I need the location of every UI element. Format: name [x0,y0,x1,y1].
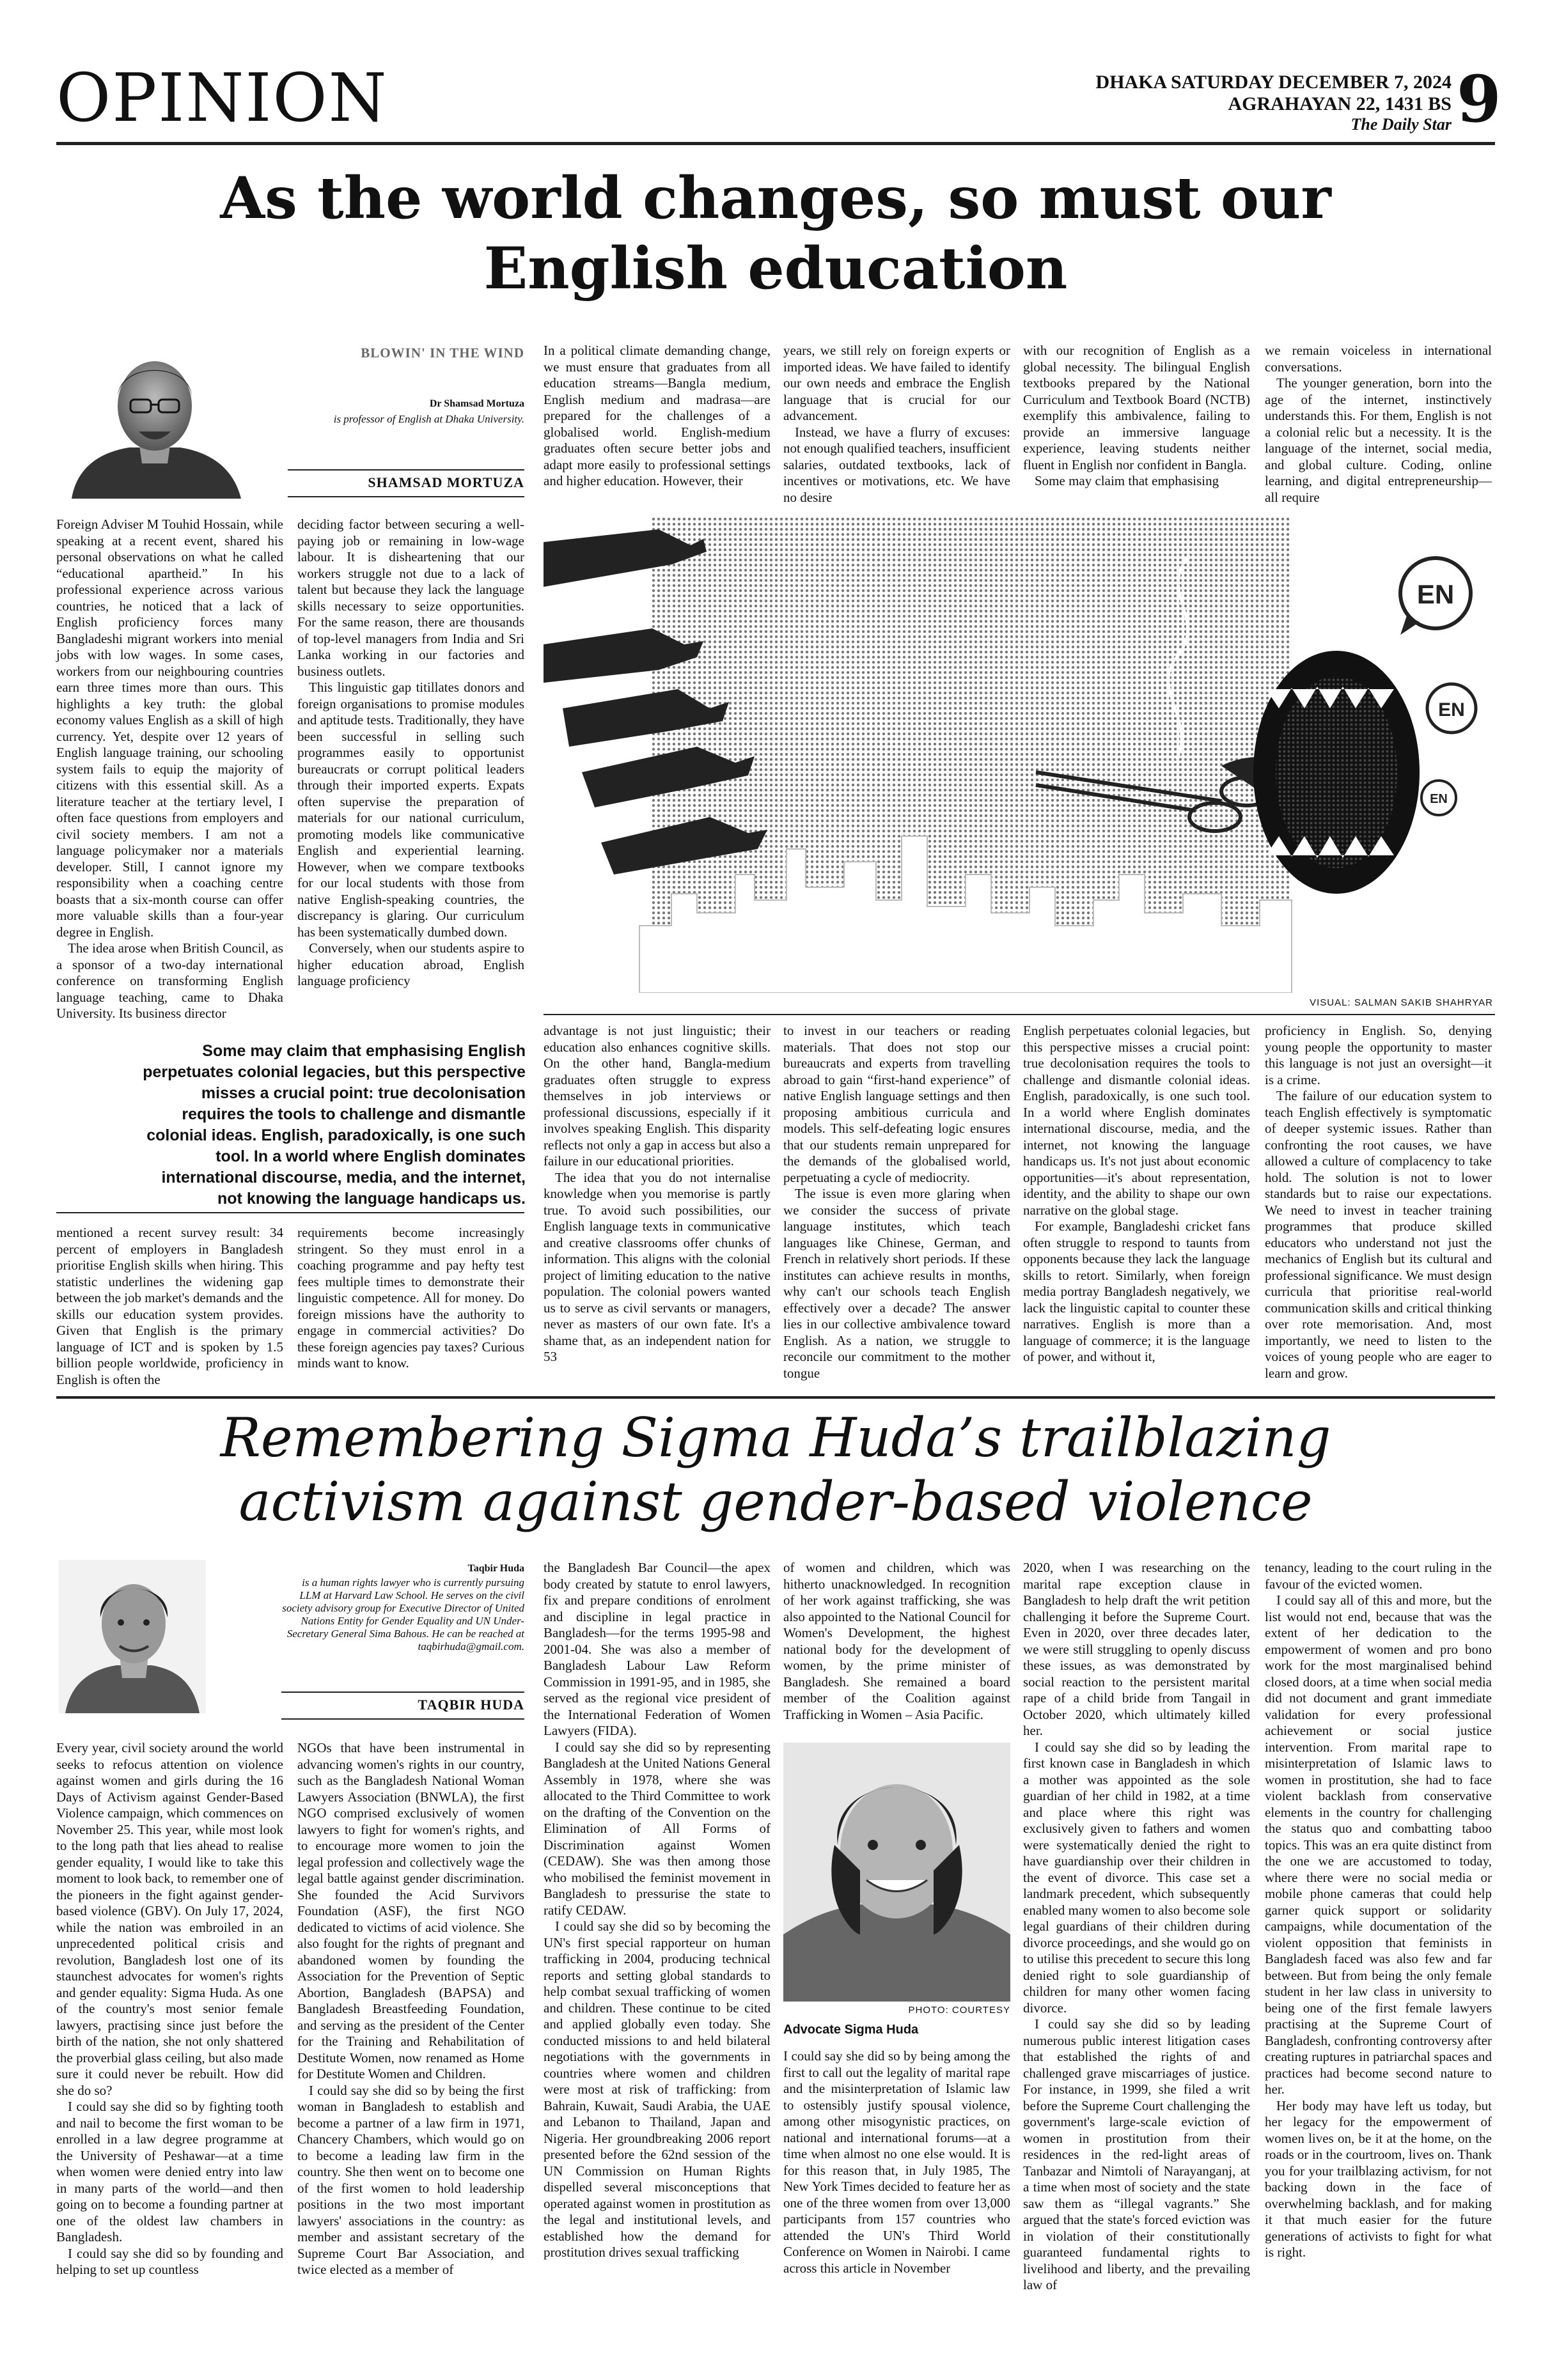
paragraph: I could say she did so by fighting tooth and nail to become the first woman to be enrolled in a law degree programme at the University of Peshawar—at a time when women were denied entry into law in many parts of the world—and then going on to become a founding partner at one of the oldest law chambers in Bangladesh. [56,2099,283,2244]
article2-col5 [1023,1560,1250,2294]
photo-caption: Advocate Sigma Huda [783,2023,919,2037]
paragraph: 2020, when I was researching on the marital rape exception clause in Bangladesh to help draft the writ petition challenging it before the Supreme Court. Even in 2020, over three decades later, we were still struggling to openly discuss these issues, as was demonstrated by social reaction to the persistent marital rape of a child bride from Tangail in October 2020, which ultimately killed her. [1023,1560,1250,1738]
paragraph: the Bangladesh Bar Council—the apex body created by statute to enrol lawyers, fix and prepare conditions of enrolment and discipline in legal practice in Bangladesh—for the terms 1995-98 and 2001-04. She was also a member of Bangladesh Labour Law Reform Commission in 1991-95, and in 1985, she served as the regional vice president of the International Federation of Women Lawyers (FIDA). [544,1560,771,1738]
article2-col3 [544,1560,771,2261]
paragraph: I could say she did so by leading numerous public interest litigation cases that established the rights of and challenged grave miscarriages of justice. For instance, in 1999, she filed a writ before the Supreme Court challenging the government's large-scale eviction of women in prostitution from their residences in the red-light areas of Tanbazar and Nimtoli of Narayanganj, at a time when most of society and the state saw them as “illegal vagrants.” She argued that the state's forced eviction was in violation of their constitutionally guaranteed fundamental rights to livelihood and liberty, and the prevailing law of [1023,2016,1250,2292]
article1-col2 [297,517,524,990]
article1-bottom-col1 [56,1225,283,1388]
paragraph: I could say she did so by being among the first to call out the legality of marital rape and the misinterpretation of Islamic law to ostensibly justify spousal violence, among other misogynistic practices, on national and international forums—at a time when almost no one else would. It is for this reason that, in July 1985, The New York Times decided to feature her as one of the three women from over 13,000 participants from 157 countries who attended the UN's Third World Conference on Women in Nairobi. I came across this article in November [783,2048,1010,2276]
article2-col4-bottom [783,2048,1010,2276]
paragraph: NGOs that have been instrumental in advancing women's rights in our country, such as the Bangladesh National Woman Lawyers Association (BNWLA), the first NGO comprised exclusively of women lawyers to fight for women's rights, and to encourage more women to join the legal profession and collectively wage the legal battle against gender discrimination. She founded the Acid Survivors Foundation (ASF), the first NGO dedicated to victims of acid violence. She also fought for the rights of pregnant and abandoned women by founding the Association for the Prevention of Septic Abortion, Bangladesh (BAPSA) and Bangladesh Breastfeeding Foundation, and serving as the president of the Center for the Training and Rehabilitation of Destitute Women, now renamed as Home for Destitute Women and Children. [297,1740,524,2081]
paragraph: tenancy, leading to the court ruling in the favour of the evicted women. [1265,1560,1492,1592]
bangla-date: AGRAHAYAN 22, 1431 BS [1228,93,1452,114]
paragraph: I could say she did so by becoming the UN's first special rapporteur on human trafficking in 2004, producing technical reports and setting global standards to help combat sexual trafficking of women and children. These continue to be cited and applied globally even today. She conducted missions to and held bilateral negotiations with the governments in countries where women and children were most at risk of trafficking: from Bahrain, Kuwait, Saudi Arabia, the UAE and Lebanon to Thailand, Japan and Nigeria. Her groundbreaking 2006 report presented before the 62nd session of the UN Commission on Human Rights dispelled several misconceptions that operated against women in prostitution as the legal and institutional levels, and established how the demand for prostitution drives sexual trafficking [544,1918,771,2260]
page-number: 9 [1457,61,1501,137]
en-label: EN [1430,792,1448,806]
article2-headline-line1: Remembering Sigma Huda’s trailblazing [220,1406,1331,1469]
article1-illustration [544,517,1495,993]
byline: SHAMSAD MORTUZA [368,474,524,490]
paragraph: deciding factor between securing a well-paying job or remaining in low-wage labour. It is disheartening that our workers struggle not due to a lack of talent but because they lack the language skills necessary to seize opportunities. For the same reason, there are thousands of top-level managers from India and Sri Lanka working in our factories and business outlets. [297,517,524,679]
paragraph: The idea arose when British Council, as a sponsor of a two-day international conference on transforming English language teaching, came to Dhaka University. Its business director [56,940,283,1021]
byline-rule-bottom [288,496,524,497]
byline-rule [288,469,524,471]
paragraph: with our recognition of English as a global necessity. The bilingual English textbooks prepared by the National Curriculum and Textbook Board (NCTB) exemplify this ambivalence, failing to provide an immersive language experience, leaving students neither fluent in English nor confident in Bangla. [1023,343,1250,472]
article1-bottom-col6 [1265,1023,1492,1381]
article2-col1 [56,1740,283,2278]
paragraph: For example, Bangladeshi cricket fans often struggle to respond to taunts from opponents because they lack the language skills to retort. Similarly, when foreign media portray Bangladesh negatively, we lack the linguistic capital to counter these narratives. English is more than a language of commerce; it is the language of power, and without it, [1023,1218,1250,1364]
dateline: DHAKA SATURDAY DECEMBER 7, 2024 [1095,72,1452,93]
paper-logo: The Daily Star [1350,115,1452,134]
en-label: EN [1416,579,1455,609]
article1-headline-line2: English education [483,235,1068,302]
article1-headline-line1: As the world changes, so must our [220,164,1331,232]
article1-col1 [56,517,283,1022]
author-bio: is professor of English at Dhaka University. [333,413,524,425]
pullquote: Some may claim that emphasising English perpetuates colonial legacies, but this perspective misses a crucial point: true decolonisation requires the tools to challenge and dismantle colonial ideas. English, paradoxically, is one such tool. In a world where English dominates international discourse, media, and the internet, not knowing the language handicaps us. [143,1042,526,1208]
masthead-rule [56,142,1495,145]
author-photo [59,1560,206,1713]
photo-credit: PHOTO: COURTESY [908,2005,1010,2016]
paragraph: advantage is not just linguistic; their education also enhances cognitive skills. On the other hand, Bangla-medium graduates often struggle to express themselves in job interviews or professional discussions, especially if it involves speaking English. This disparity reflects not only a gap in access but also a failure in our educational priorities. [544,1023,771,1169]
section-title: OPINION [56,59,388,137]
paragraph: Every year, civil society around the world seeks to refocus attention on violence against women and girls during the 16 Days of Activism against Gender-Based Violence campaign, which commences on November 25. This year, while most look to the long path that lies ahead to realise gender equality, I would like to take this moment to look back, to remember one of the pioneers in the fight against gender-based violence (GBV). On July 17, 2024, while the nation was embroiled in an unprecedented political crisis and revolution, Bangladesh lost one of its staunchest advocates for women's rights and gender equality: Sigma Huda. As one of the country's most senior female lawyers, practising since just before the birth of the nation, she not only shattered the proverbial glass ceiling, but also made sure it could never be rebuilt. How did she do so? [56,1740,283,2098]
author-photo [59,345,251,499]
paragraph: mentioned a recent survey result: 34 percent of employers in Bangladesh prioritise English skills when hiring. This statistic underlines the widening gap between the job market's demands and the skills our education system provides. Given that English is the primary language of ICT and is spoken by 1.5 billion people worldwide, proficiency in English is often the [56,1225,283,1387]
paragraph: Some may claim that emphasising [1035,473,1219,488]
paragraph: This linguistic gap titillates donors and foreign organisations to promise modules and aptitude tests. Traditionally, they have been successful in selling such programmes easily to opportunist bureaucrats or corrupt political leaders through their imported experts. Expats often supervise the preparation of materials for our national curriculum, promoting models like communicative English and experiential learning. However, when we compare textbooks for our local students with those from native English-speaking countries, the discrepancy is glaring. Our curriculum has been systematically dumbed down. [297,680,525,940]
paragraph: I could say she did so by leading the first known case in Bangladesh in which a mother was appointed as the sole guardian of her child in 1982, at a time and place where this right was exclusively given to fathers and women were systematically denied the right to have guardianship over their children in the event of divorce. This case set a landmark precedent, which subsequently enabled many women to also become sole legal guardians of their children during divorce proceedings, and she would go on to utilise this precedent to secure this long denied right to sole guardianship of children for many other women facing divorce. [1023,1739,1250,2016]
article1-bottom-col5 [1023,1023,1250,1365]
paragraph: The failure of our education system to teach English effectively is symptomatic of deeper systemic issues. Rather than confronting the root causes, we have allowed a culture of complacency to take hold. The solution is not to lower standards but to raise our expectations. We need to invest in teacher training programmes that produce skilled educators who understand not just the mechanics of English but its cultural and professional significance. We must design curricula that prioritise real-world communication skills and critical thinking over rote memorisation. And, most importantly, we need to listen to the voices of young people who are eager to learn and grow. [1265,1088,1492,1381]
pullquote-rule [56,1212,524,1213]
paragraph: I could say all of this and more, but the list would not end, because that was the extent of her dedication to the empowerment of women and pro bono work for the most marginalised behind closed doors, at a time when social media did not document and grant immediate validation for every professional achievement or social justice intervention. From marital rape to misinterpretation of Islamic laws to women in prostitution, she had to face violent backlash from conservative elements in the country for challenging the status quo and combatting taboo topics. This was an era quite distinct from the one we are accustomed to today, where there were no social media or mobile phone cameras that could help garner quick support or solidarity campaigns, while documentation of the violent opposition that feminists in Bangladesh faced was also few and far between. But from being the only female student in her law class in university to being one of the first female lawyers practising at the Supreme Court of Bangladesh, confronting controversy after creating ruptures in patriarchal spaces and practices had become second nature to her. [1265,1592,1492,2097]
illustration-bottom-rule [544,1014,1495,1015]
paragraph: proficiency in English. So, denying young people the opportunity to master this language is not just an oversight—it is a crime. [1265,1023,1492,1087]
article1-bottom-col4 [783,1023,1010,1381]
paragraph: requirements become increasingly stringent. So they must enrol in a coaching programme and pay hefty test fees multiple times to demonstrate their linguistic competence. All for money. Do foreign missions have the authority to engage in commercial activities? Do these foreign agencies pay taxes? Curious minds want to know. [297,1225,524,1371]
column-kicker: BLOWIN' IN THE WIND [361,345,524,361]
article2-col4-top [783,1560,1010,1723]
paragraph: Instead, we have a flurry of excuses: not enough qualified teachers, insufficient salaries, outdated textbooks, lack of incentives or motivations, etc. We have no desire [783,424,1010,505]
byline-rule-bottom [281,1718,524,1720]
author-name: Taqbir Huda [467,1563,524,1574]
article2-headline-line2: activism against gender-based violence [239,1470,1313,1533]
paragraph: Her body may have left us today, but her legacy for the empowerment of women lives on, be it at the home, on the roads or in the courtroom, lives on. Thank you for your trailblazing activism, for not backing down in the face of overwhelming backlash, and for making it that much easier for the future generations of activists to fight for what is right. [1265,2097,1492,2260]
paragraph: I could say she did so by founding and helping to set up countless [56,2245,283,2277]
article-divider [56,1396,1495,1399]
article2-col6 [1265,1560,1492,2261]
paragraph: The idea that you do not internalise knowledge when you memorise is partly true. To avoid such possibilities, our English language texts in communicative and creative classrooms offer chunks of information. This aligns with the colonial project of limiting education to the native population. The colonial powers wanted us to serve as civil servants or managers, never as masters of our own fate. It's a shame that, as an independent nation for 53 [544,1169,771,1364]
paragraph: to invest in our teachers or reading materials. That does not stop our bureaucrats and experts from travelling abroad to gain “first-hand experience” of native English language settings and then proposing ambitious curricula and models. This self-defeating logic ensures that our students remain unprepared for the demands of the globalised world, perpetuating a cycle of mediocrity. [783,1023,1010,1185]
paragraph: In a political climate demanding change, we must ensure that graduates from all education streams—Bangla medium, English medium and madrasa—are prepared for the challenges of a globalised world. English-medium graduates often secure better jobs and adapt more easily to professional settings and higher education. However, their [544,343,771,488]
paragraph: years, we still rely on foreign experts or imported ideas. We have failed to identify our own needs and embrace the English language that is crucial for our advancement. [783,343,1010,423]
paragraph: Conversely, when our students aspire to higher education abroad, English language proficiency [297,940,524,988]
article1-bottom-col2 [297,1225,524,1372]
article1-top-col2 [783,343,1010,506]
visual-credit: VISUAL: SALMAN SAKIB SHAHRYAR [1310,997,1493,1008]
paragraph: The younger generation, born into the age of the internet, instinctively understands this. For them, English is not a colonial relic but a necessity. It is the language of the internet, social media, and global culture. Coding, online learning, and digital entrepreneurship—all require [1265,375,1492,505]
article1-top-col1 [544,343,771,490]
article2-col2 [297,1740,524,2278]
article1-bottom-col3 [544,1023,771,1365]
paragraph: The issue is even more glaring when we consider the success of private language institutes, which teach languages like Chinese, German, and French in relatively short periods. If these institutes can achieve results in months, why can't our schools teach English effectively over a decade? The answer lies in our collective ambivalence toward English. As a nation, we struggle to reconcile our commitment to the mother tongue [783,1186,1010,1381]
article1-top-col4 [1265,343,1492,506]
paragraph: I could say she did so by being the first woman in Bangladesh to establish and become a partner of a law firm in 1971, Chancery Chambers, which would go on to become a leading law firm in the country. She then went on to become one of the first women to hold leadership positions in the two most important lawyers' associations in the country: as member and assistant secretary of the Supreme Court Bar Association, and twice elected as a member of [297,2082,524,2277]
paragraph: I could say she did so by representing Bangladesh at the United Nations General Assembly in 1978, where she was allocated to the Third Committee to work on the drafting of the Convention on the Elimination of All Forms of Discrimination against Women (CEDAW). She was then among those who mobilised the feminist movement in Bangladesh to pressurise the state to ratify CEDAW. [544,1739,771,1918]
author-name: Dr Shamsad Mortuza [429,398,524,409]
paragraph: of women and children, which was hitherto unacknowledged. In recognition of her work against trafficking, she was also appointed to the National Council for Women's Development, the highest national body for the development of women, by the prime minister of Bangladesh. She remained a board member of the Coalition against Trafficking in Women – Asia Pacific. [783,1560,1010,1722]
sigma-huda-photo [783,1743,1010,2002]
article1-top-col3 [1023,343,1250,490]
paragraph: we remain voiceless in international conversations. [1265,343,1492,375]
author-bio: is a human rights lawyer who is currently pursuing LLM at Harvard Law School. He serves on the civil society advisory group for Executive Director of United Nations Entity for Gender Equality and UN Under-Secretary General Sima Bahous. He can be reached at taqbirhuda@gmail.com. [282,1576,524,1653]
byline-rule [281,1692,524,1693]
paragraph: Foreign Adviser M Touhid Hossain, while speaking at a recent event, shared his personal observations on what he called “educational apartheid.” In his professional experience across various countries, he noticed that a lack of English proficiency forces many Bangladeshi migrant workers into menial jobs with low wages. In some cases, workers from our neighbouring countries earn three times more than ours. This highlights a key truth: the global economy values English as a skill of high currency. Yet, despite over 12 years of English language training, our schooling system fails to equip the majority of citizens with this essential skill. As a literature teacher at the tertiary level, I often face questions from employers and civil society members. I am not a language policymaker nor a materials developer. Still, I cannot ignore my responsibility when a coaching centre boasts that a six-month course can offer more valuable skills than a four-year degree in English. [56,517,283,940]
en-label: EN [1438,699,1465,720]
byline: TAQBIR HUDA [418,1697,524,1713]
paragraph: English perpetuates colonial legacies, but this perspective misses a crucial point: true decolonisation requires the tools to challenge and dismantle colonial ideas. English, paradoxically, is one such tool. In a world where English dominates international discourse, media, and the internet, not knowing the language handicaps us. It's not just about economic opportunities—it's about representation, identity, and the ability to shape our own narrative on the global stage. [1023,1023,1250,1218]
